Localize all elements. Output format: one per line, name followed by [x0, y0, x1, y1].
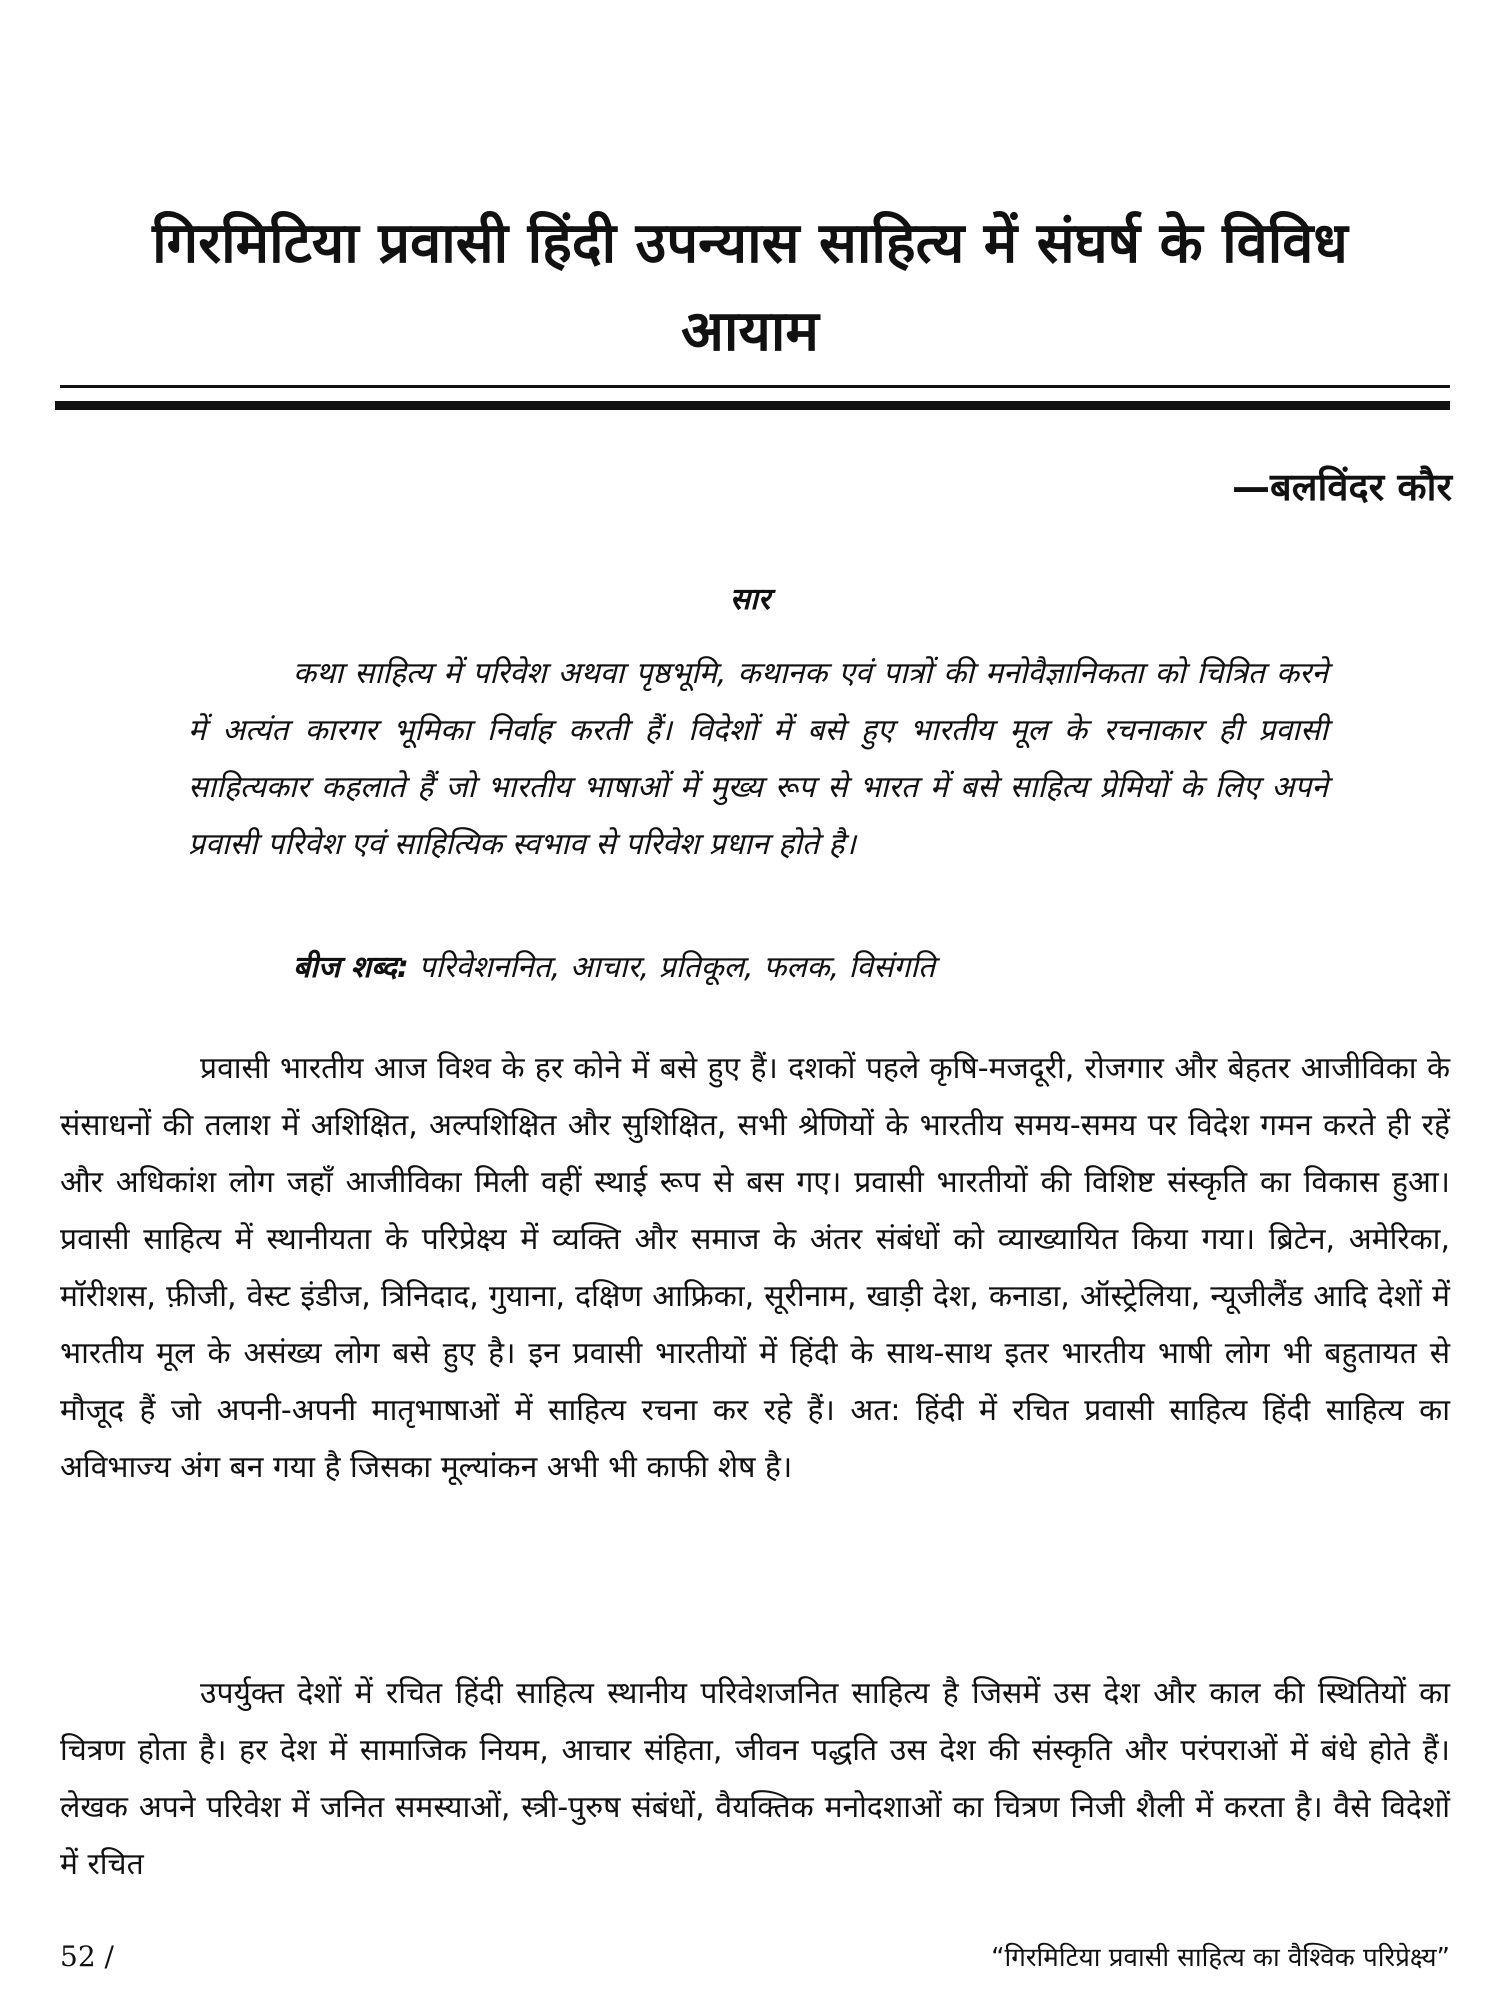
author-name: —बलविंदर कौर [1232, 465, 1452, 509]
keywords-line [293, 943, 1353, 993]
running-footer-title: “गिरमिटिया प्रवासी साहित्य का वैश्विक परिप्रेक्ष्य” [991, 1943, 1450, 1973]
abstract-heading: सार [729, 582, 771, 617]
page-number: 52 / [60, 1940, 114, 1973]
keywords-list: परिवेशननित, आचार, प्रतिकूल, फलक, विसंगति [418, 950, 936, 985]
article-title: गिरमिटिया प्रवासी हिंदी उपन्यास साहित्य में संघर्ष के विविध आयाम [152, 211, 1348, 364]
title-rule-thin [60, 385, 1450, 388]
body-paragraph: प्रवासी भारतीय आज विश्व के हर कोने में बसे हुए हैं। दशकों पहले कृषि-मजदूरी, रोजगार और बेहतर आजीविका के संसाधनों की तलाश में अशिक्षित, अल्पशिक्षित और सुशिक्षित, सभी श्रेणियों के भारतीय समय-समय पर विदेश गमन करते ही रहें और अधिकांश लोग जहाँ आजीविका मिली वहीं स्थाई रूप से बस गए। प्रवासी भारतीयों की विशिष्ट संस्कृति का विकास हुआ। प्रवासी साहित्य में स्थानीयता के परिप्रेक्ष्य में व्यक्ति और समाज के अंतर संबंधों को व्याख्यायित किया गया। ब्रिटेन, अमेरिका, मॉरीशस, फ़ीजी, वेस्ट इंडीज, त्रिनिदाद, गुयाना, दक्षिण आफ्रिका, सूरीनाम, खाड़ी देश, कनाडा, ऑस्ट्रेलिया, न्यूजीलैंड आदि देशों में भारतीय मूल के असंख्य लोग बसे हुए है। इन प्रवासी भारतीयों में हिंदी के साथ-साथ इतर भारतीय भाषी लोग भी बहुतायत से मौजूद हैं जो अपनी-अपनी मातृभाषाओं में साहित्य रचना कर रहे हैं। अत: हिंदी में रचित प्रवासी साहित्य हिंदी साहित्य का अविभाज्य अंग बन गया है जिसका मूल्यांकन अभी भी काफी शेष है। [60, 1051, 1450, 1485]
keywords-label: बीज शब्द: [293, 950, 409, 985]
body-paragraph: उपर्युक्त देशों में रचित हिंदी साहित्य स्थानीय परिवेशजनित साहित्य है जिसमें उस देश और काल की स्थितियों का चित्रण होता है। हर देश में सामाजिक नियम, आचार संहिता, जीवन पद्धति उस देश की संस्कृति और परंपराओं में बंधे होते हैं। लेखक अपने परिवेश में जनित समस्याओं, स्त्री-पुरुष संबंधों, वैयक्तिक मनोदशाओं का चित्रण निजी शैली में करता है। वैसे विदेशों में रचित [60, 1676, 1450, 1882]
title-rule-thick [55, 401, 1450, 410]
abstract-body: कथा साहित्य में परिवेश अथवा पृष्ठभूमि, कथानक एवं पात्रों की मनोवैज्ञानिकता को चित्रित करने में अत्यंत कारगर भूमिका निर्वाह करती हैं। विदेशों में बसे हुए भारतीय मूल के रचनाकार ही प्रवासी साहित्यकार कहलाते हैं जो भारतीय भाषाओं में मुख्य रूप से भारत में बसे साहित्य प्रेमियों के लिए अपने प्रवासी परिवेश एवं साहित्यिक स्वभाव से परिवेश प्रधान होते है। [188, 656, 1328, 862]
